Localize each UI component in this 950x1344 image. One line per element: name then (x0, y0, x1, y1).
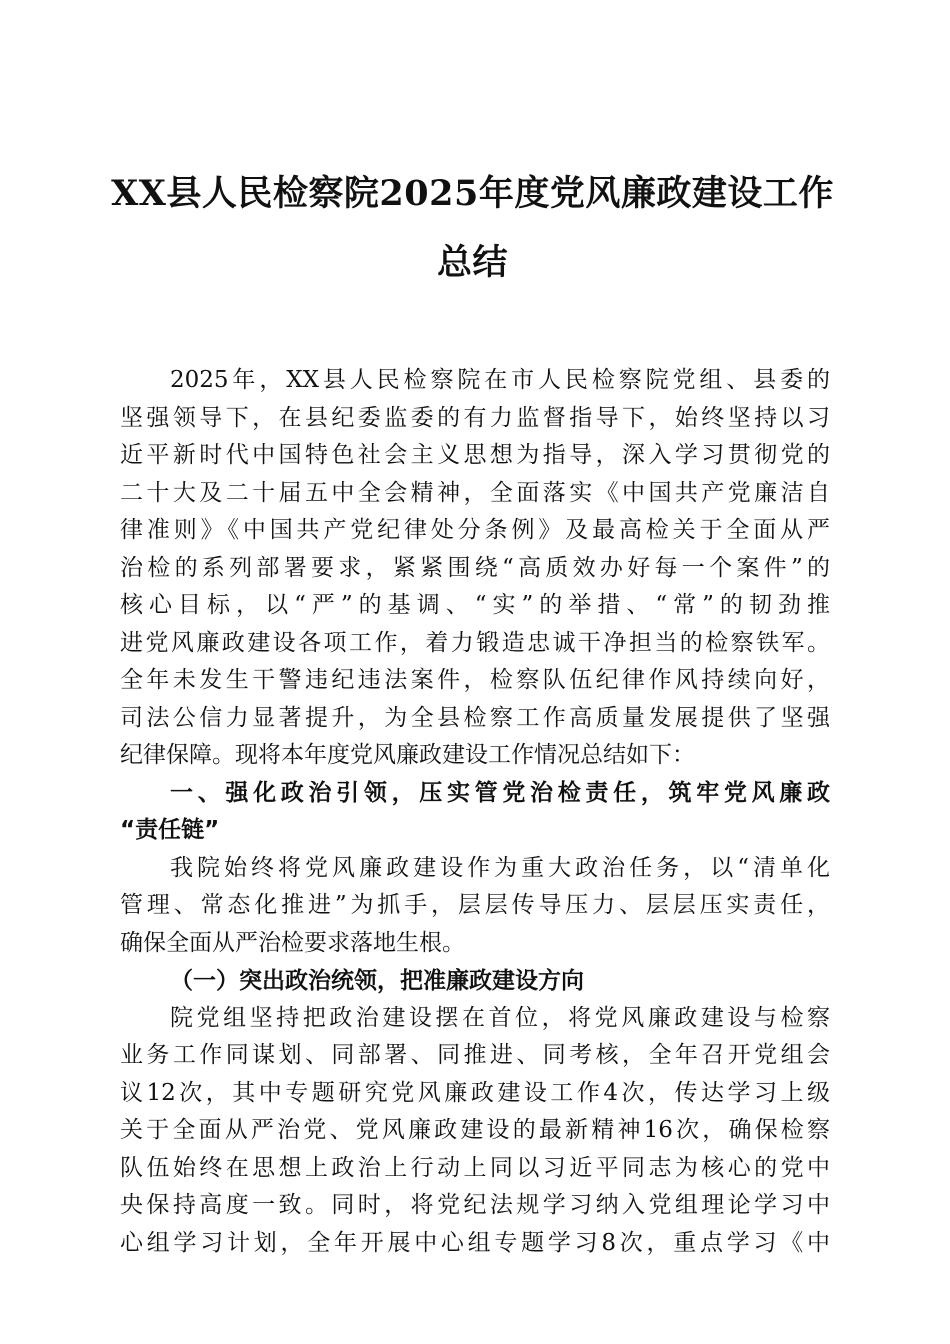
document-body (120, 362, 830, 1262)
document-title-line-2: 总结 (436, 242, 508, 283)
subsection-heading: （一）突出政治统领，把准廉政建设方向 (170, 967, 584, 994)
subsection-paragraph-line: 心组学习计划，全年开展中心组专题学习8次，重点学习《中 (120, 1229, 830, 1256)
intro-line: 2025年，XX县人民检察院在市人民检察院党组、县委的 (170, 367, 830, 393)
subsection-paragraph-line: 议12次，其中专题研究党风廉政建设工作4次，传达学习上级 (120, 1079, 830, 1106)
intro-line: 进党风廉政建设各项工作，着力锻造忠诚干净担当的检察铁军。 (120, 629, 830, 656)
subsection-paragraph-line: 院党组坚持把政治建设摆在首位，将党风廉政建设与检察 (170, 1004, 830, 1031)
subsection-paragraph-line: 业务工作同谋划、同部署、同推进、同考核，全年召开党组会 (120, 1042, 830, 1068)
subsection-paragraph-line: 队伍始终在思想上政治上行动上同以习近平同志为核心的党中 (120, 1154, 830, 1181)
document-title-line-1: XX县人民检察院2025年度党风廉政建设工作 (111, 173, 834, 214)
intro-line: 治检的系列部署要求，紧紧围绕“高质效办好每一个案件”的 (120, 554, 830, 581)
intro-line: 律准则》《中国共产党纪律处分条例》及最高检关于全面从严 (120, 517, 830, 543)
section-paragraph-line: 确保全面从严治检要求落地生根。 (120, 929, 465, 956)
section-paragraph-line: 管理、常态化推进”为抓手，层层传导压力、层层压实责任， (120, 892, 830, 918)
intro-line: 核心目标，以“严”的基调、“实”的举措、“常”的韧劲推 (120, 592, 830, 618)
section-paragraph-line: 我院始终将党风廉政建设作为重大政治任务，以“清单化 (170, 854, 830, 881)
intro-line: 坚强领导下，在县纪委监委的有力监督指导下，始终坚持以习 (120, 404, 830, 431)
intro-line: 司法公信力显著提升，为全县检察工作高质量发展提供了坚强 (120, 704, 830, 731)
intro-line: 纪律保障。现将本年度党风廉政建设工作情况总结如下： (120, 742, 695, 768)
section-heading: 一、强化政治引领，压实管党治检责任，筑牢党风廉政 (170, 779, 830, 806)
intro-line: 二十大及二十届五中全会精神，全面落实《中国共产党廉洁自 (120, 479, 830, 506)
intro-line: 全年未发生干警违纪违法案件，检察队伍纪律作风持续向好， (120, 667, 830, 693)
subsection-paragraph-line: 央保持高度一致。同时，将党纪法规学习纳入党组理论学习中 (120, 1192, 830, 1218)
subsection-paragraph-line: 关于全面从严治党、党风廉政建设的最新精神16次，确保检察 (120, 1117, 830, 1143)
section-heading: “责任链” (120, 817, 220, 843)
intro-line: 近平新时代中国特色社会主义思想为指导，深入学习贯彻党的 (120, 442, 830, 468)
